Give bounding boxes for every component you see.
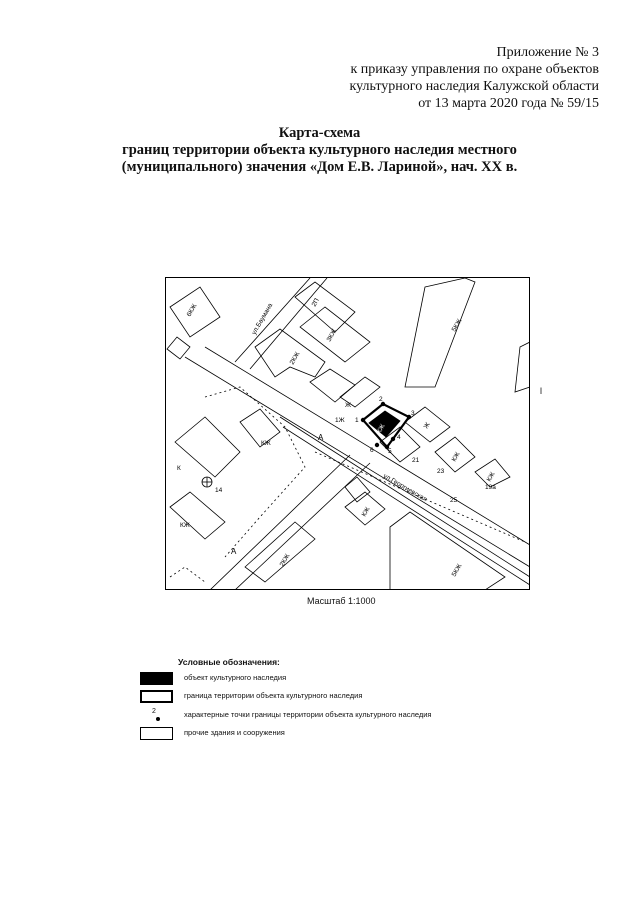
area-letter-a1: А — [318, 433, 324, 442]
label-b13: 2КЖ — [278, 552, 292, 568]
lot-23: 23 — [437, 468, 445, 475]
point-label-5: 5 — [388, 448, 392, 455]
boundary-point-1 — [361, 418, 365, 422]
label-b11: КЖ — [261, 440, 271, 447]
title-line-2: границ территории объекта культурного наследия местного — [122, 142, 517, 158]
legend-item-heritage-object — [140, 672, 500, 688]
map-title — [0, 125, 639, 176]
legend-dot — [156, 717, 160, 721]
legend-text: характерные точки границы территории объекта культурного наследия — [184, 710, 432, 719]
point-label-4: 4 — [397, 434, 401, 441]
area-letter-a2: А — [231, 547, 237, 556]
label-b5: 5КЖ — [450, 317, 464, 333]
lot-21: 21 — [412, 457, 420, 464]
legend-item-boundary-points — [140, 709, 500, 725]
label-b8: КЖ — [375, 423, 387, 435]
appendix-header — [350, 44, 599, 112]
lot-14: 14 — [215, 487, 223, 494]
label-b3: 3КЖ — [325, 327, 339, 343]
label-b12: К — [177, 465, 181, 472]
label-b16: КЖ — [180, 522, 190, 529]
point-label-6: 6 — [370, 447, 374, 454]
point-label-3: 3 — [411, 410, 415, 417]
label-b17: КЖ — [485, 471, 497, 483]
legend-title: Условные обозначения: — [178, 657, 280, 667]
legend-symbol-bold-outline — [140, 690, 173, 703]
label-b2: 2П — [310, 297, 321, 308]
legend-item-boundary — [140, 690, 500, 706]
legend-text: граница территории объекта культурного наследия — [184, 691, 363, 700]
legend-text: объект культурного наследия — [184, 673, 287, 682]
legend-item-other-buildings — [140, 727, 500, 743]
boundary-point-4 — [391, 437, 395, 441]
title-line-1: Карта-схема — [278, 125, 361, 141]
label-b7: 1Ж — [335, 417, 345, 424]
lot-25: 25 — [450, 497, 458, 504]
street-label-baumana: ул.Баумана — [250, 302, 275, 336]
legend-symbol-black-fill — [140, 672, 173, 685]
legend-text: прочие здания и сооружения — [184, 728, 285, 737]
legend-symbol-number: 2 — [152, 708, 156, 715]
appendix-region-line: культурного наследия Калужской области — [349, 79, 599, 94]
label-b10: КЖ — [450, 451, 462, 463]
point-label-2: 2 — [379, 396, 383, 403]
label-b15: 5КЖ — [450, 562, 464, 578]
legend-symbol-thin-outline — [140, 727, 173, 740]
margin-mark: l — [540, 386, 542, 396]
label-b14: КЖ — [360, 506, 372, 518]
label-b6: Ж — [345, 402, 352, 409]
boundary-point-6 — [375, 443, 379, 447]
street-label-georgievskaya: ул.Георгиевская — [382, 472, 428, 504]
point-label-1: 1 — [355, 417, 359, 424]
site-map — [165, 277, 530, 590]
label-b1: 6КЖ — [185, 302, 199, 318]
label-b4: 2КЖ — [288, 350, 302, 366]
title-line-3: (муниципального) значения «Дом Е.В. Лариной», нач. XX в. — [121, 159, 518, 175]
legend-symbol-numbered-dot — [152, 708, 166, 724]
lot-19a: 19а — [485, 484, 496, 491]
map-scale: Масштаб 1:1000 — [307, 596, 376, 606]
appendix-number: Приложение № 3 — [496, 45, 599, 60]
label-b9: Ж — [422, 421, 432, 430]
appendix-date-line: от 13 марта 2020 года № 59/15 — [418, 96, 599, 111]
appendix-order-line: к приказу управления по охране объектов — [350, 62, 599, 77]
